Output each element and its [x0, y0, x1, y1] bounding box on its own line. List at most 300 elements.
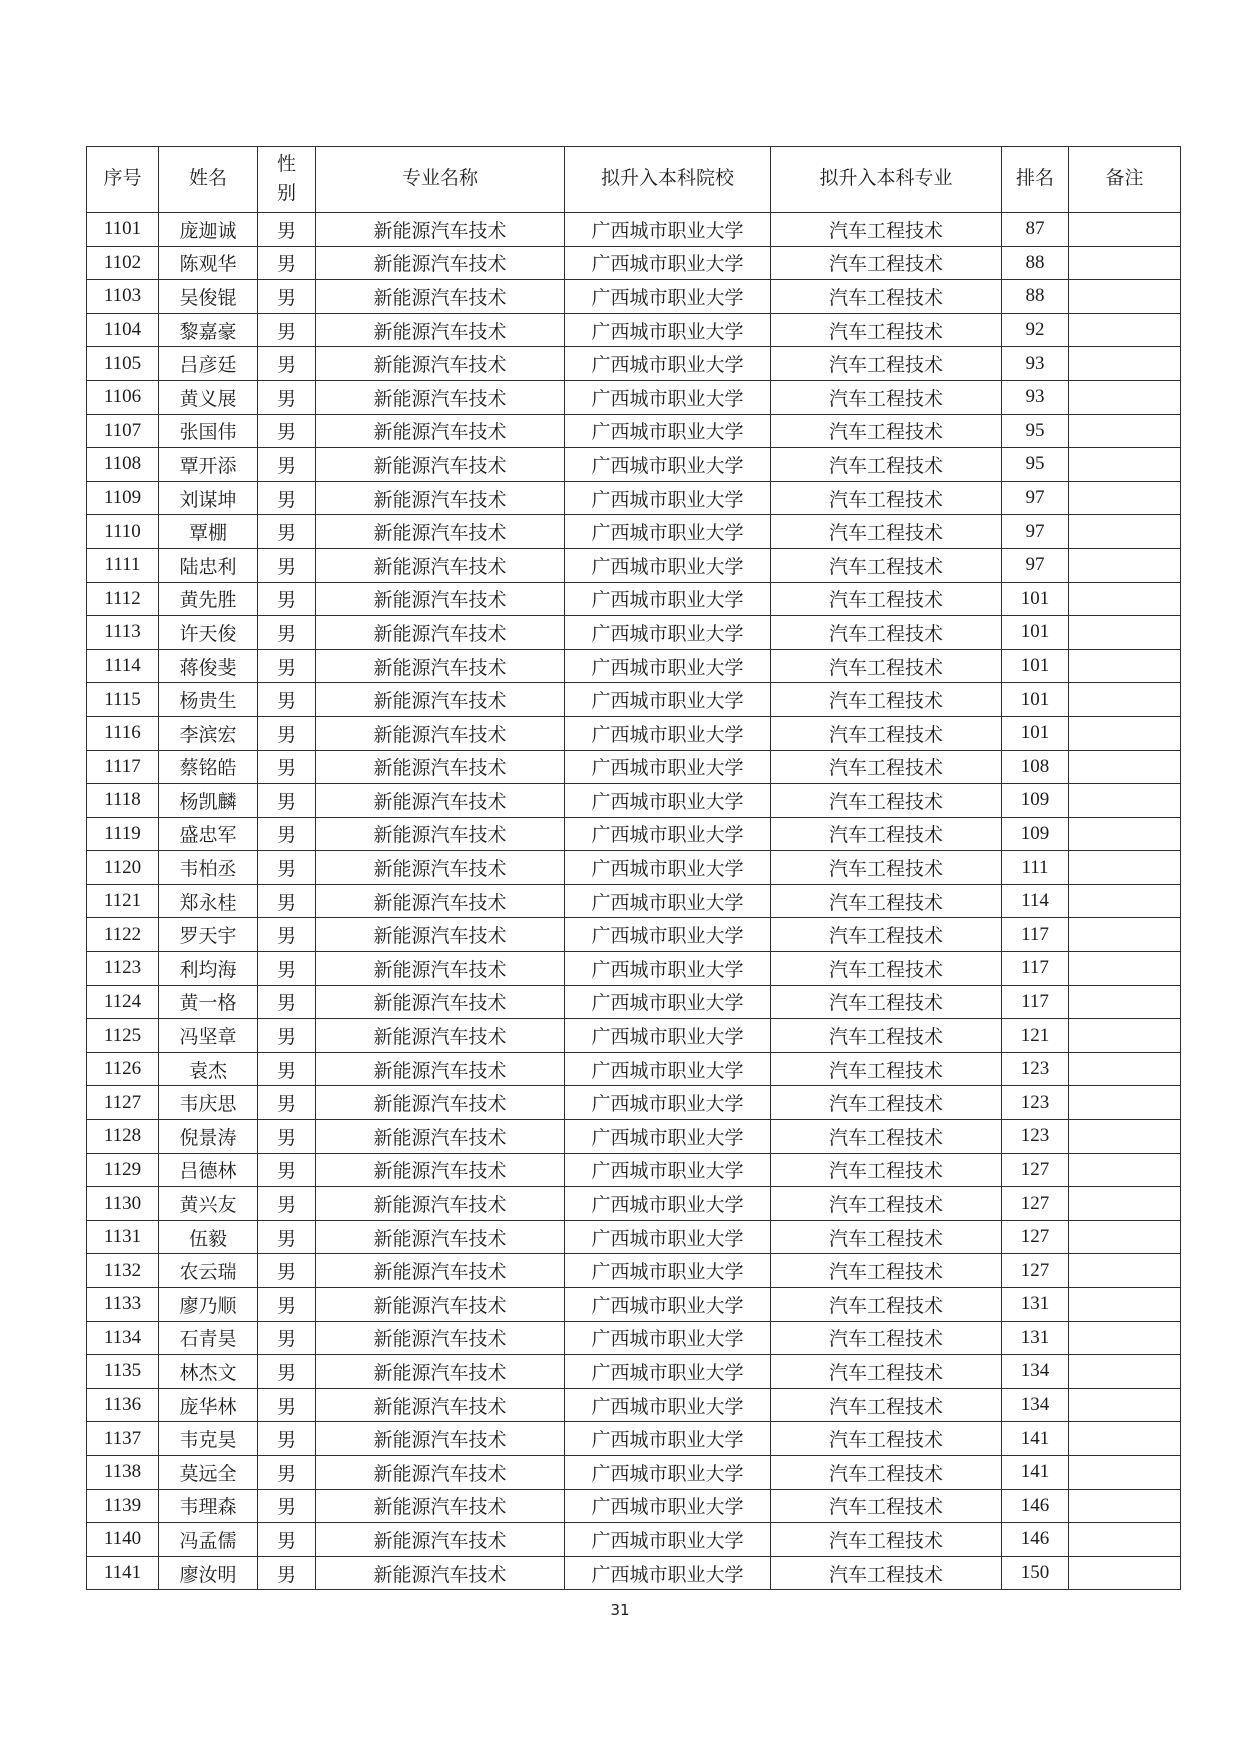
cell-target-major: 汽车工程技术	[771, 1523, 1002, 1557]
cell-seq: 1117	[87, 750, 159, 784]
cell-name: 许天俊	[159, 616, 258, 650]
cell-major: 新能源汽车技术	[316, 918, 565, 952]
cell-seq: 1126	[87, 1052, 159, 1086]
cell-target-major: 汽车工程技术	[771, 1120, 1002, 1154]
table-row	[87, 515, 1181, 549]
cell-target-major: 汽车工程技术	[771, 1489, 1002, 1523]
cell-target-major: 汽车工程技术	[771, 817, 1002, 851]
cell-gender: 男	[258, 1556, 316, 1590]
cell-target-college: 广西城市职业大学	[565, 1120, 771, 1154]
cell-target-college: 广西城市职业大学	[565, 649, 771, 683]
cell-rank: 87	[1002, 213, 1069, 247]
cell-note	[1069, 280, 1181, 314]
table-row	[87, 616, 1181, 650]
cell-rank: 109	[1002, 784, 1069, 818]
cell-name: 韦理森	[159, 1489, 258, 1523]
cell-note	[1069, 481, 1181, 515]
cell-rank: 114	[1002, 884, 1069, 918]
cell-note	[1069, 448, 1181, 482]
cell-note	[1069, 1187, 1181, 1221]
cell-gender: 男	[258, 1187, 316, 1221]
cell-seq: 1123	[87, 952, 159, 986]
cell-rank: 88	[1002, 280, 1069, 314]
cell-major: 新能源汽车技术	[316, 1120, 565, 1154]
cell-name: 韦克昊	[159, 1422, 258, 1456]
cell-target-college: 广西城市职业大学	[565, 918, 771, 952]
cell-name: 冯孟儒	[159, 1523, 258, 1557]
cell-note	[1069, 985, 1181, 1019]
cell-seq: 1116	[87, 716, 159, 750]
col-header-major: 专业名称	[316, 147, 565, 213]
cell-target-college: 广西城市职业大学	[565, 952, 771, 986]
cell-target-college: 广西城市职业大学	[565, 616, 771, 650]
cell-note	[1069, 1523, 1181, 1557]
cell-seq: 1128	[87, 1120, 159, 1154]
cell-major: 新能源汽车技术	[316, 213, 565, 247]
cell-rank: 92	[1002, 313, 1069, 347]
cell-name: 杨凯麟	[159, 784, 258, 818]
cell-major: 新能源汽车技术	[316, 1523, 565, 1557]
cell-target-major: 汽车工程技术	[771, 313, 1002, 347]
student-promotion-table	[86, 146, 1181, 1590]
cell-rank: 134	[1002, 1355, 1069, 1389]
cell-seq: 1103	[87, 280, 159, 314]
cell-target-major: 汽车工程技术	[771, 1455, 1002, 1489]
cell-gender: 男	[258, 313, 316, 347]
cell-name: 黎嘉豪	[159, 313, 258, 347]
cell-note	[1069, 313, 1181, 347]
cell-gender: 男	[258, 515, 316, 549]
cell-note	[1069, 1388, 1181, 1422]
cell-major: 新能源汽车技术	[316, 649, 565, 683]
cell-gender: 男	[258, 884, 316, 918]
cell-gender: 男	[258, 1153, 316, 1187]
cell-seq: 1136	[87, 1388, 159, 1422]
cell-gender: 男	[258, 784, 316, 818]
cell-seq: 1102	[87, 246, 159, 280]
cell-major: 新能源汽车技术	[316, 817, 565, 851]
cell-name: 倪景涛	[159, 1120, 258, 1154]
cell-major: 新能源汽车技术	[316, 582, 565, 616]
cell-name: 韦庆思	[159, 1086, 258, 1120]
cell-target-major: 汽车工程技术	[771, 1556, 1002, 1590]
cell-target-major: 汽车工程技术	[771, 1254, 1002, 1288]
cell-major: 新能源汽车技术	[316, 884, 565, 918]
table-row	[87, 1556, 1181, 1590]
cell-name: 利均海	[159, 952, 258, 986]
cell-target-major: 汽车工程技术	[771, 1086, 1002, 1120]
table-row	[87, 481, 1181, 515]
cell-target-major: 汽车工程技术	[771, 1220, 1002, 1254]
cell-target-major: 汽车工程技术	[771, 380, 1002, 414]
cell-gender: 男	[258, 1120, 316, 1154]
cell-major: 新能源汽车技术	[316, 1321, 565, 1355]
cell-gender: 男	[258, 1489, 316, 1523]
cell-major: 新能源汽车技术	[316, 952, 565, 986]
table-header	[87, 147, 1181, 213]
cell-note	[1069, 582, 1181, 616]
cell-target-college: 广西城市职业大学	[565, 1388, 771, 1422]
cell-gender: 男	[258, 481, 316, 515]
cell-major: 新能源汽车技术	[316, 448, 565, 482]
cell-target-major: 汽车工程技术	[771, 952, 1002, 986]
cell-rank: 127	[1002, 1187, 1069, 1221]
table-row	[87, 1321, 1181, 1355]
cell-seq: 1139	[87, 1489, 159, 1523]
cell-rank: 127	[1002, 1254, 1069, 1288]
cell-major: 新能源汽车技术	[316, 1052, 565, 1086]
cell-target-major: 汽车工程技术	[771, 649, 1002, 683]
cell-name: 庞华林	[159, 1388, 258, 1422]
cell-gender: 男	[258, 985, 316, 1019]
cell-major: 新能源汽车技术	[316, 380, 565, 414]
page-number: 31	[610, 1601, 630, 1619]
cell-rank: 131	[1002, 1288, 1069, 1322]
cell-target-college: 广西城市职业大学	[565, 784, 771, 818]
cell-target-major: 汽车工程技术	[771, 918, 1002, 952]
cell-rank: 123	[1002, 1052, 1069, 1086]
cell-major: 新能源汽车技术	[316, 1254, 565, 1288]
cell-name: 吴俊锟	[159, 280, 258, 314]
table-row	[87, 347, 1181, 381]
cell-major: 新能源汽车技术	[316, 1220, 565, 1254]
cell-target-college: 广西城市职业大学	[565, 414, 771, 448]
cell-target-college: 广西城市职业大学	[565, 515, 771, 549]
cell-gender: 男	[258, 1220, 316, 1254]
cell-target-major: 汽车工程技术	[771, 1422, 1002, 1456]
col-header-target-college: 拟升入本科院校	[565, 147, 771, 213]
table-row	[87, 246, 1181, 280]
table-row	[87, 1086, 1181, 1120]
cell-rank: 109	[1002, 817, 1069, 851]
cell-note	[1069, 213, 1181, 247]
cell-gender: 男	[258, 380, 316, 414]
cell-target-college: 广西城市职业大学	[565, 1052, 771, 1086]
cell-target-major: 汽车工程技术	[771, 515, 1002, 549]
cell-gender: 男	[258, 448, 316, 482]
cell-gender: 男	[258, 280, 316, 314]
cell-target-major: 汽车工程技术	[771, 1052, 1002, 1086]
cell-major: 新能源汽车技术	[316, 1019, 565, 1053]
cell-major: 新能源汽车技术	[316, 784, 565, 818]
cell-rank: 101	[1002, 716, 1069, 750]
cell-seq: 1107	[87, 414, 159, 448]
cell-rank: 123	[1002, 1120, 1069, 1154]
cell-target-college: 广西城市职业大学	[565, 1254, 771, 1288]
cell-name: 盛忠军	[159, 817, 258, 851]
cell-rank: 127	[1002, 1220, 1069, 1254]
cell-seq: 1111	[87, 548, 159, 582]
cell-note	[1069, 515, 1181, 549]
cell-rank: 134	[1002, 1388, 1069, 1422]
cell-note	[1069, 1052, 1181, 1086]
table-row	[87, 1455, 1181, 1489]
table-row	[87, 1120, 1181, 1154]
cell-rank: 97	[1002, 481, 1069, 515]
cell-seq: 1129	[87, 1153, 159, 1187]
cell-rank: 121	[1002, 1019, 1069, 1053]
cell-target-major: 汽车工程技术	[771, 1153, 1002, 1187]
cell-major: 新能源汽车技术	[316, 683, 565, 717]
cell-name: 伍毅	[159, 1220, 258, 1254]
cell-target-college: 广西城市职业大学	[565, 1523, 771, 1557]
cell-note	[1069, 1489, 1181, 1523]
cell-target-major: 汽车工程技术	[771, 616, 1002, 650]
cell-seq: 1105	[87, 347, 159, 381]
cell-major: 新能源汽车技术	[316, 414, 565, 448]
table-row	[87, 448, 1181, 482]
cell-gender: 男	[258, 1422, 316, 1456]
cell-target-major: 汽车工程技术	[771, 246, 1002, 280]
cell-seq: 1137	[87, 1422, 159, 1456]
table-row	[87, 1019, 1181, 1053]
cell-target-college: 广西城市职业大学	[565, 1556, 771, 1590]
col-header-seq: 序号	[87, 147, 159, 213]
cell-rank: 101	[1002, 649, 1069, 683]
cell-major: 新能源汽车技术	[316, 716, 565, 750]
cell-gender: 男	[258, 1086, 316, 1120]
cell-major: 新能源汽车技术	[316, 347, 565, 381]
cell-seq: 1133	[87, 1288, 159, 1322]
cell-note	[1069, 750, 1181, 784]
cell-target-college: 广西城市职业大学	[565, 817, 771, 851]
cell-rank: 131	[1002, 1321, 1069, 1355]
cell-rank: 93	[1002, 347, 1069, 381]
cell-target-college: 广西城市职业大学	[565, 750, 771, 784]
table-row	[87, 952, 1181, 986]
table-row	[87, 1489, 1181, 1523]
cell-gender: 男	[258, 246, 316, 280]
cell-name: 廖乃顺	[159, 1288, 258, 1322]
cell-note	[1069, 1556, 1181, 1590]
cell-rank: 93	[1002, 380, 1069, 414]
cell-note	[1069, 347, 1181, 381]
cell-gender: 男	[258, 716, 316, 750]
cell-name: 韦柏丞	[159, 851, 258, 885]
cell-seq: 1134	[87, 1321, 159, 1355]
cell-target-major: 汽车工程技术	[771, 750, 1002, 784]
cell-name: 吕德林	[159, 1153, 258, 1187]
cell-target-major: 汽车工程技术	[771, 1355, 1002, 1389]
cell-target-college: 广西城市职业大学	[565, 448, 771, 482]
table-row	[87, 683, 1181, 717]
cell-gender: 男	[258, 1254, 316, 1288]
cell-name: 覃开添	[159, 448, 258, 482]
cell-seq: 1140	[87, 1523, 159, 1557]
cell-note	[1069, 616, 1181, 650]
cell-rank: 117	[1002, 985, 1069, 1019]
cell-note	[1069, 1288, 1181, 1322]
cell-name: 袁杰	[159, 1052, 258, 1086]
cell-note	[1069, 851, 1181, 885]
cell-seq: 1115	[87, 683, 159, 717]
cell-gender: 男	[258, 213, 316, 247]
cell-name: 罗天宇	[159, 918, 258, 952]
cell-name: 刘谋坤	[159, 481, 258, 515]
cell-major: 新能源汽车技术	[316, 1489, 565, 1523]
cell-seq: 1109	[87, 481, 159, 515]
cell-major: 新能源汽车技术	[316, 246, 565, 280]
cell-major: 新能源汽车技术	[316, 1556, 565, 1590]
cell-name: 冯坚章	[159, 1019, 258, 1053]
cell-rank: 127	[1002, 1153, 1069, 1187]
cell-name: 李滨宏	[159, 716, 258, 750]
cell-note	[1069, 380, 1181, 414]
table-row	[87, 851, 1181, 885]
cell-target-major: 汽车工程技术	[771, 1388, 1002, 1422]
table-row	[87, 1388, 1181, 1422]
cell-gender: 男	[258, 918, 316, 952]
cell-target-college: 广西城市职业大学	[565, 347, 771, 381]
cell-gender: 男	[258, 347, 316, 381]
cell-rank: 123	[1002, 1086, 1069, 1120]
table-row	[87, 884, 1181, 918]
cell-name: 吕彦廷	[159, 347, 258, 381]
cell-note	[1069, 683, 1181, 717]
cell-target-college: 广西城市职业大学	[565, 1187, 771, 1221]
cell-seq: 1119	[87, 817, 159, 851]
table-row	[87, 1052, 1181, 1086]
cell-note	[1069, 414, 1181, 448]
cell-target-major: 汽车工程技术	[771, 985, 1002, 1019]
cell-major: 新能源汽车技术	[316, 515, 565, 549]
cell-target-major: 汽车工程技术	[771, 1187, 1002, 1221]
cell-rank: 150	[1002, 1556, 1069, 1590]
cell-target-college: 广西城市职业大学	[565, 380, 771, 414]
cell-note	[1069, 1220, 1181, 1254]
cell-gender: 男	[258, 414, 316, 448]
cell-major: 新能源汽车技术	[316, 750, 565, 784]
cell-seq: 1124	[87, 985, 159, 1019]
cell-gender: 男	[258, 582, 316, 616]
cell-major: 新能源汽车技术	[316, 1422, 565, 1456]
col-header-target-major: 拟升入本科专业	[771, 147, 1002, 213]
cell-target-college: 广西城市职业大学	[565, 1355, 771, 1389]
cell-target-college: 广西城市职业大学	[565, 1489, 771, 1523]
cell-name: 廖汝明	[159, 1556, 258, 1590]
cell-seq: 1138	[87, 1455, 159, 1489]
cell-note	[1069, 817, 1181, 851]
table-row	[87, 1422, 1181, 1456]
cell-name: 黄一格	[159, 985, 258, 1019]
cell-gender: 男	[258, 952, 316, 986]
cell-target-major: 汽车工程技术	[771, 548, 1002, 582]
cell-seq: 1106	[87, 380, 159, 414]
cell-note	[1069, 1086, 1181, 1120]
cell-note	[1069, 1455, 1181, 1489]
table-row	[87, 784, 1181, 818]
cell-rank: 117	[1002, 918, 1069, 952]
col-header-note: 备注	[1069, 147, 1181, 213]
cell-major: 新能源汽车技术	[316, 1388, 565, 1422]
cell-seq: 1141	[87, 1556, 159, 1590]
cell-note	[1069, 884, 1181, 918]
cell-target-college: 广西城市职业大学	[565, 246, 771, 280]
cell-note	[1069, 1120, 1181, 1154]
cell-rank: 141	[1002, 1455, 1069, 1489]
cell-seq: 1131	[87, 1220, 159, 1254]
cell-note	[1069, 952, 1181, 986]
col-header-gender-label: 性别	[276, 154, 296, 204]
cell-note	[1069, 1019, 1181, 1053]
table-row	[87, 985, 1181, 1019]
cell-target-major: 汽车工程技术	[771, 784, 1002, 818]
cell-seq: 1130	[87, 1187, 159, 1221]
cell-target-major: 汽车工程技术	[771, 414, 1002, 448]
cell-target-college: 广西城市职业大学	[565, 851, 771, 885]
cell-rank: 146	[1002, 1489, 1069, 1523]
table-row	[87, 1523, 1181, 1557]
cell-rank: 117	[1002, 952, 1069, 986]
cell-seq: 1113	[87, 616, 159, 650]
cell-gender: 男	[258, 1388, 316, 1422]
cell-target-major: 汽车工程技术	[771, 481, 1002, 515]
cell-seq: 1118	[87, 784, 159, 818]
cell-seq: 1114	[87, 649, 159, 683]
cell-name: 蔡铭皓	[159, 750, 258, 784]
cell-target-major: 汽车工程技术	[771, 1288, 1002, 1322]
cell-rank: 141	[1002, 1422, 1069, 1456]
table-row	[87, 582, 1181, 616]
cell-gender: 男	[258, 616, 316, 650]
cell-target-college: 广西城市职业大学	[565, 1220, 771, 1254]
cell-gender: 男	[258, 1019, 316, 1053]
cell-name: 蒋俊斐	[159, 649, 258, 683]
cell-gender: 男	[258, 548, 316, 582]
cell-target-major: 汽车工程技术	[771, 448, 1002, 482]
cell-note	[1069, 1355, 1181, 1389]
cell-name: 林杰文	[159, 1355, 258, 1389]
cell-target-major: 汽车工程技术	[771, 1321, 1002, 1355]
cell-gender: 男	[258, 851, 316, 885]
table-row	[87, 414, 1181, 448]
cell-seq: 1127	[87, 1086, 159, 1120]
cell-rank: 101	[1002, 616, 1069, 650]
table-row	[87, 380, 1181, 414]
cell-seq: 1135	[87, 1355, 159, 1389]
cell-target-college: 广西城市职业大学	[565, 884, 771, 918]
cell-major: 新能源汽车技术	[316, 1153, 565, 1187]
cell-major: 新能源汽车技术	[316, 481, 565, 515]
cell-name: 石青昊	[159, 1321, 258, 1355]
cell-name: 郑永桂	[159, 884, 258, 918]
cell-gender: 男	[258, 1052, 316, 1086]
cell-note	[1069, 918, 1181, 952]
table-row	[87, 213, 1181, 247]
cell-gender: 男	[258, 1355, 316, 1389]
table-row	[87, 1355, 1181, 1389]
cell-note	[1069, 1321, 1181, 1355]
header-row	[87, 147, 1181, 213]
table-row	[87, 1187, 1181, 1221]
cell-target-college: 广西城市职业大学	[565, 1086, 771, 1120]
cell-major: 新能源汽车技术	[316, 548, 565, 582]
cell-target-college: 广西城市职业大学	[565, 1422, 771, 1456]
cell-target-major: 汽车工程技术	[771, 582, 1002, 616]
cell-target-college: 广西城市职业大学	[565, 1288, 771, 1322]
cell-seq: 1110	[87, 515, 159, 549]
table-row	[87, 817, 1181, 851]
cell-target-college: 广西城市职业大学	[565, 582, 771, 616]
cell-name: 张国伟	[159, 414, 258, 448]
table-row	[87, 918, 1181, 952]
cell-target-college: 广西城市职业大学	[565, 985, 771, 1019]
cell-rank: 97	[1002, 548, 1069, 582]
cell-target-college: 广西城市职业大学	[565, 716, 771, 750]
cell-gender: 男	[258, 817, 316, 851]
cell-note	[1069, 548, 1181, 582]
cell-gender: 男	[258, 649, 316, 683]
